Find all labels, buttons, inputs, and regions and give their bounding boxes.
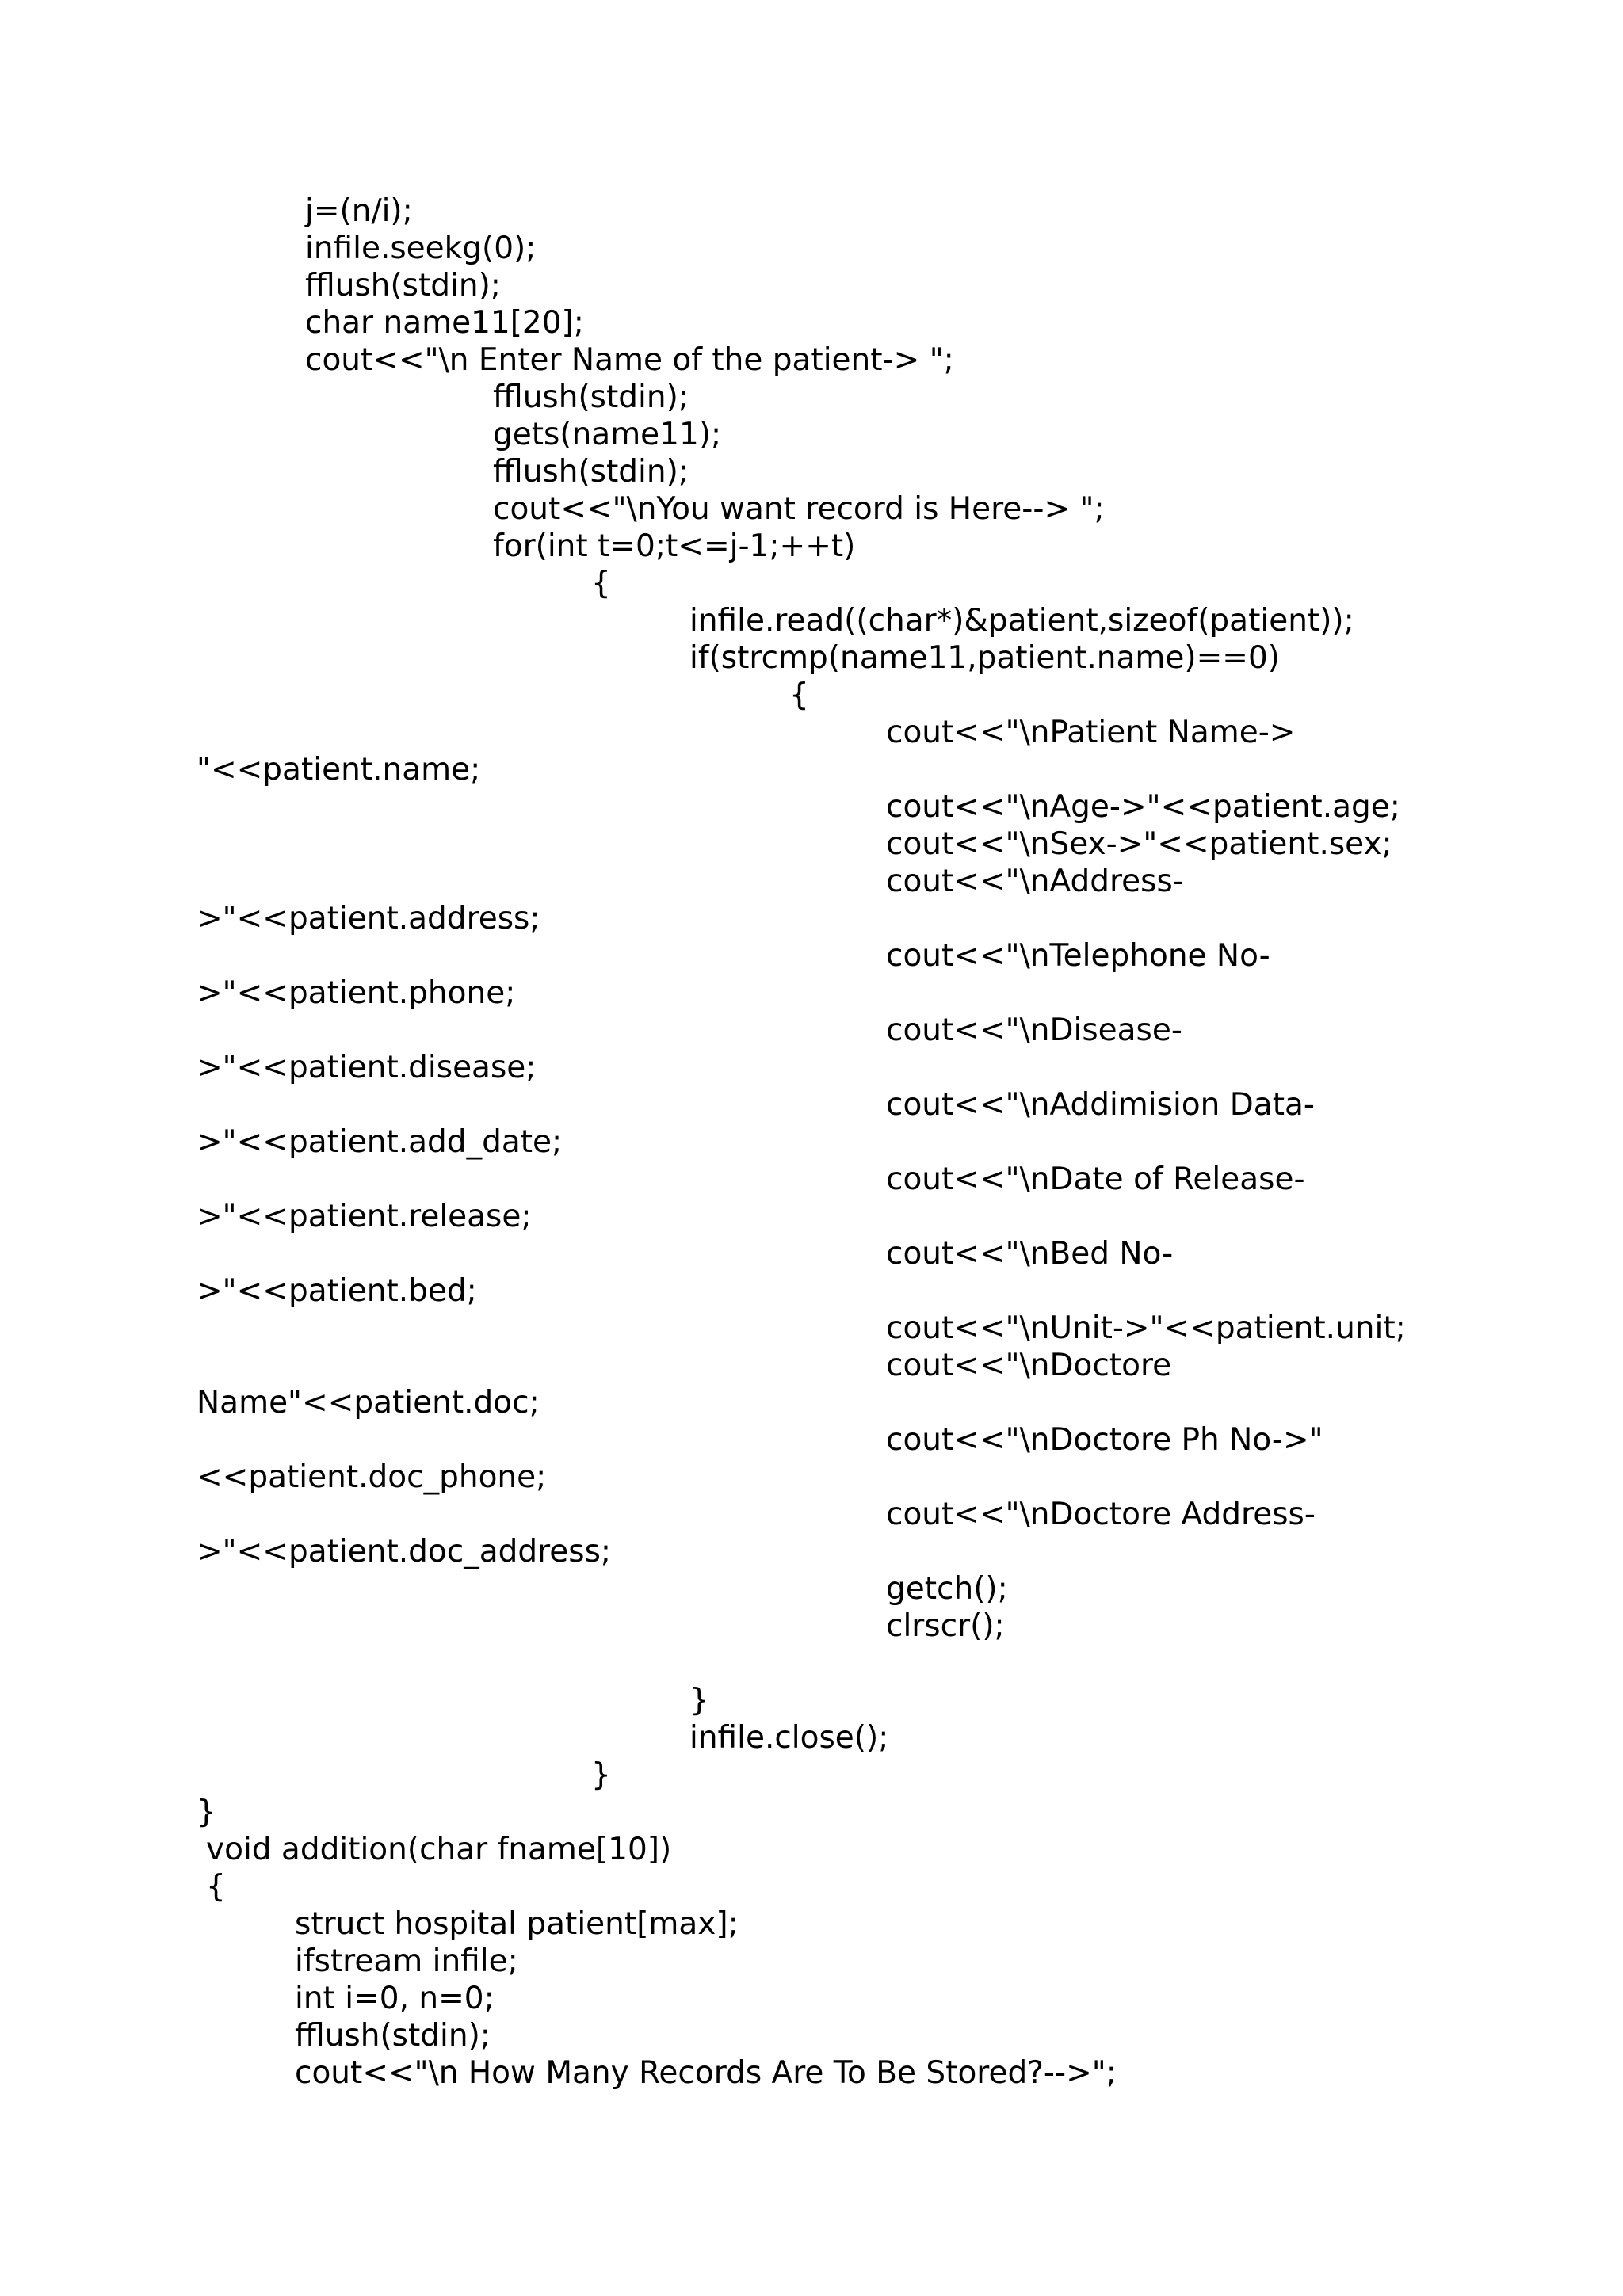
code-line: struct hospital patient[max]; xyxy=(295,1906,739,1942)
code-line: cout<<"\nDisease- xyxy=(886,1013,1182,1048)
code-line: cout<<"\nTelephone No- xyxy=(886,938,1270,974)
code-line: fflush(stdin); xyxy=(295,2018,491,2054)
code-line: cout<<"\nPatient Name-> xyxy=(886,715,1296,750)
code-line: >"<<patient.doc_address; xyxy=(197,1534,612,1569)
code-line: Name"<<patient.doc; xyxy=(197,1385,540,1421)
code-line: cout<<"\nDoctore Ph No->" xyxy=(886,1422,1323,1458)
code-line: cout<<"\nAge->"<<patient.age; xyxy=(886,789,1400,825)
code-line: >"<<patient.disease; xyxy=(197,1050,537,1085)
code-line: } xyxy=(591,1757,611,1793)
code-line: { xyxy=(789,677,809,713)
code-line: >"<<patient.address; xyxy=(197,901,540,936)
code-line: >"<<patient.bed; xyxy=(197,1273,477,1309)
code-line: cout<<"\nSex->"<<patient.sex; xyxy=(886,826,1392,862)
code-line: cout<<"\nUnit->"<<patient.unit; xyxy=(886,1310,1406,1346)
code-line: fflush(stdin); xyxy=(493,454,689,490)
code-line: cout<<"\nBed No- xyxy=(886,1236,1174,1272)
code-line: { xyxy=(591,566,611,601)
code-line: >"<<patient.release; xyxy=(197,1199,532,1234)
code-line: <<patient.doc_phone; xyxy=(197,1459,547,1495)
code-line: cout<<"\nDoctore Address- xyxy=(886,1497,1316,1532)
code-line: j=(n/i); xyxy=(305,193,413,229)
code-line: "<<patient.name; xyxy=(197,752,481,788)
code-line: void addition(char fname[10]) xyxy=(206,1832,672,1867)
code-line: cout<<"\nDoctore xyxy=(886,1348,1172,1383)
code-line: cout<<"\nAddimision Data- xyxy=(886,1087,1315,1123)
code-line: cout<<"\nDate of Release- xyxy=(886,1161,1305,1197)
code-line: infile.read((char*)&patient,sizeof(patient)); xyxy=(689,603,1354,639)
code-line: >"<<patient.phone; xyxy=(197,975,516,1011)
code-line: clrscr(); xyxy=(886,1608,1005,1644)
code-line: } xyxy=(197,1794,216,1830)
code-line: for(int t=0;t<=j-1;++t) xyxy=(493,528,856,564)
code-line: fflush(stdin); xyxy=(493,379,689,415)
code-line: cout<<"\nAddress- xyxy=(886,864,1184,899)
code-line: cout<<"\nYou want record is Here--> "; xyxy=(493,491,1105,527)
code-line: getch(); xyxy=(886,1571,1008,1607)
code-line: infile.seekg(0); xyxy=(305,231,537,266)
code-line: ifstream infile; xyxy=(295,1943,518,1979)
code-line: if(strcmp(name11,patient.name)==0) xyxy=(689,640,1280,676)
code-line: gets(name11); xyxy=(493,417,722,452)
code-line: } xyxy=(689,1683,709,1718)
code-line: fflush(stdin); xyxy=(305,268,501,303)
code-line: >"<<patient.add_date; xyxy=(197,1124,563,1160)
code-line: cout<<"\n How Many Records Are To Be Stored?-->"; xyxy=(295,2055,1117,2091)
code-line: { xyxy=(206,1869,226,1905)
code-line: char name11[20]; xyxy=(305,305,584,341)
code-line: cout<<"\n Enter Name of the patient-> "; xyxy=(305,342,954,378)
code-line: infile.close(); xyxy=(689,1720,889,1756)
code-line: int i=0, n=0; xyxy=(295,1981,495,2016)
